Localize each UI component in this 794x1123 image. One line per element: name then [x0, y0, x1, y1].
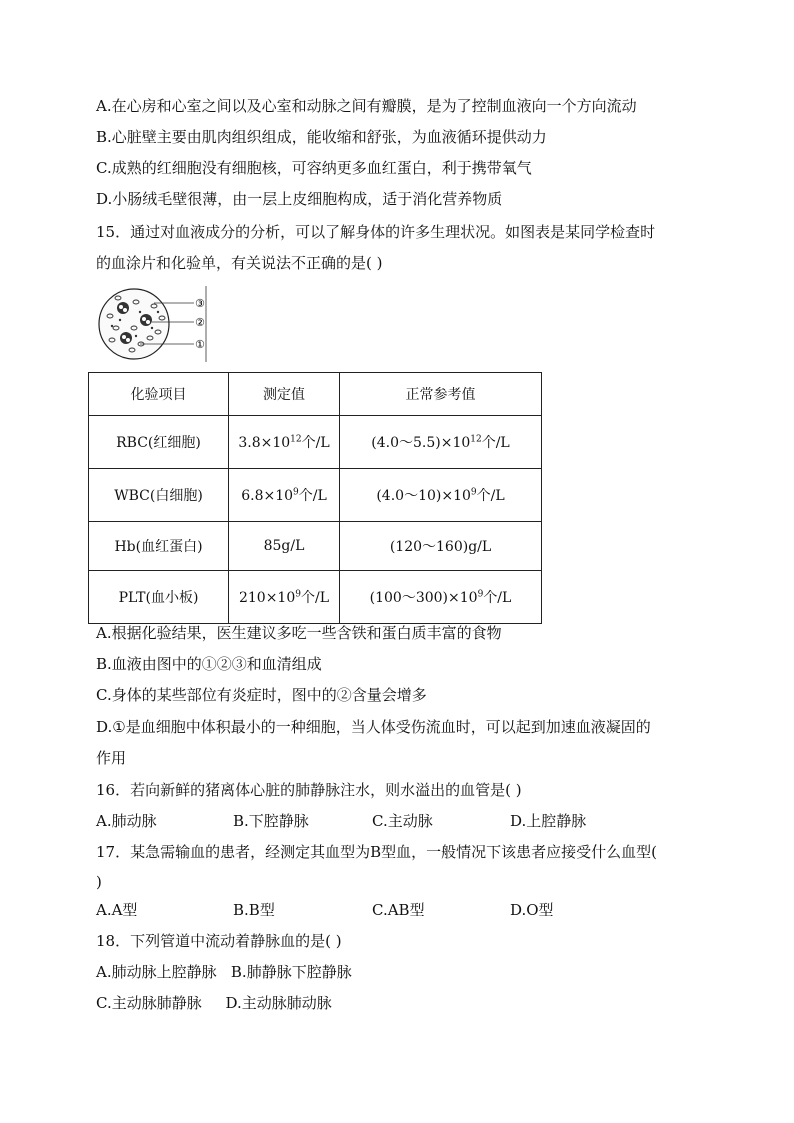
table-row: [89, 571, 542, 624]
q16-option-b: B.下腔静脉: [233, 812, 309, 830]
q18-options-line2: C.主动脉肺静脉 D.主动脉肺动脉: [96, 994, 332, 1012]
q18-stem: 18．下列管道中流动着静脉血的是( ): [96, 932, 342, 950]
table-row: [89, 522, 542, 571]
table-header-value: 测定值: [229, 373, 340, 416]
q15-option-d: D.①是血细胞中体积最小的一种细胞，当人体受伤流血时，可以起到加速血液凝固的: [96, 718, 651, 736]
row-reference: $(4.0\sim 5.5)\times 10^{12}$个/L: [340, 416, 542, 469]
row-reference: $(4.0\sim 10)\times 10^9$个/L: [340, 469, 542, 522]
q17-stem-line1: 17．某急需输血的患者，经测定其血型为B型血，一般情况下该患者应接受什么血型(: [96, 843, 657, 861]
row-item: Hb(血红蛋白): [89, 522, 229, 571]
q15-option-c: C.身体的某些部位有炎症时，图中的②含量会增多: [96, 686, 427, 704]
diagram-label-1: ①: [195, 338, 205, 351]
row-item: RBC(红细胞): [89, 416, 229, 469]
q16-stem: 16．若向新鲜的猪离体心脏的肺静脉注水，则水溢出的血管是( ): [96, 781, 522, 799]
table-header-item: 化验项目: [89, 373, 229, 416]
q17-option-b: B.B型: [233, 901, 275, 919]
q17-option-a: A.A型: [96, 901, 138, 919]
q17-stem-line2: ): [96, 873, 102, 891]
row-reference: $(100\sim 300)\times 10^9$个/L: [340, 571, 542, 624]
diagram-label-3: ③: [195, 297, 205, 310]
q15-option-d-cont: 作用: [96, 749, 127, 767]
q14-option-a: A.在心房和心室之间以及心室和动脉之间有瓣膜，是为了控制血液向一个方向流动: [96, 97, 637, 115]
lab-report-table: [88, 372, 542, 624]
diagram-label-2: ②: [195, 316, 205, 329]
q16-option-c: C.主动脉: [372, 812, 433, 830]
row-reference: (120～160)g/L: [340, 522, 542, 571]
row-value: $3.8\times 10^{12}$个/L: [229, 416, 340, 469]
q15-option-a: A.根据化验结果，医生建议多吃一些含铁和蛋白质丰富的食物: [96, 624, 502, 642]
row-item: WBC(白细胞): [89, 469, 229, 522]
q16-option-d: D.上腔静脉: [510, 812, 587, 830]
q17-option-c: C.AB型: [372, 901, 425, 919]
row-item: PLT(血小板): [89, 571, 229, 624]
q14-option-d: D.小肠绒毛壁很薄，由一层上皮细胞构成，适于消化营养物质: [96, 190, 503, 208]
q16-option-a: A.肺动脉: [96, 812, 157, 830]
q17-option-d: D.O型: [510, 901, 554, 919]
table-header-reference: 正常参考值: [340, 373, 542, 416]
blood-smear-diagram: [96, 286, 216, 362]
q15-stem-line2: 的血涂片和化验单，有关说法不正确的是( ): [96, 254, 383, 272]
q14-option-b: B.心脏壁主要由肌肉组织组成，能收缩和舒张，为血液循环提供动力: [96, 128, 547, 146]
q17-options: [0, 900, 794, 922]
q15-option-b: B.血液由图中的①②③和血清组成: [96, 655, 322, 673]
table-row: [89, 469, 542, 522]
row-value: 85g/L: [229, 522, 340, 571]
q14-option-c: C.成熟的红细胞没有细胞核，可容纳更多血红蛋白，利于携带氧气: [96, 159, 532, 177]
q16-options: [0, 811, 794, 833]
table-row: [89, 416, 542, 469]
row-value: $6.8\times 10^9$个/L: [229, 469, 340, 522]
q15-stem-line1: 15．通过对血液成分的分析，可以了解身体的许多生理状况。如图表是某同学检查时: [96, 223, 656, 241]
blood-smear-figure: [96, 286, 216, 362]
row-value: $210\times 10^9$个/L: [229, 571, 340, 624]
q18-options-line1: A.肺动脉上腔静脉 B.肺静脉下腔静脉: [96, 963, 352, 981]
